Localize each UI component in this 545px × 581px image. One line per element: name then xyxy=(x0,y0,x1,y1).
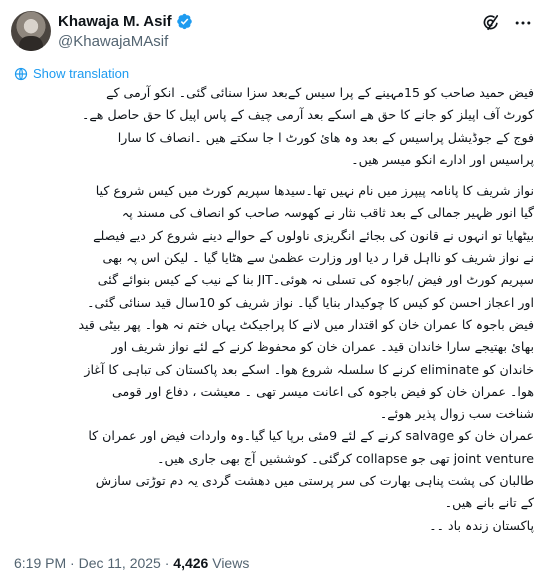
tweet-line: کورٹ آف اپیلز کو جانے کا حق ھے اسکے بعد آرمی چیف کے پاس اپیل کا حق حاصل ھے۔ xyxy=(82,107,534,123)
tweet-line: کے تانے بانے ھیں۔ xyxy=(444,495,534,511)
tweet-header xyxy=(0,0,545,54)
tweet-meta xyxy=(14,555,249,571)
tweet-date[interactable]: Dec 11, 2025 xyxy=(78,555,161,571)
tweet-line: نے نواز شریف کو نااہل قرا ر دیا اور وزارت عظمیٰ سے ھٹایا گیا ۔ لیکن اس پہ بھی xyxy=(102,250,534,266)
author-display-name[interactable]: Khawaja M. Asif xyxy=(58,12,172,30)
tweet-line: عمران خان کو salvage کرنے کے لئے 9مئی برپا کیا گیا۔وہ واردات فیض اور عمران کا xyxy=(88,428,534,444)
tweet-line: بھائ بھتیجے سارا خاندان قید۔ عمران خان کو محفوظ کرنے کے لئے نواز شریف اور xyxy=(111,339,534,355)
tweet-line: سپریم کورٹ اور فیض /باجوہ کی تسلی نہ ھوئی۔JIT بنا کے نیب کے کیس بنوائے گئی xyxy=(97,272,534,288)
author-handle[interactable]: @KhawajaMAsif xyxy=(58,33,169,50)
globe-icon xyxy=(14,66,28,80)
verified-badge-icon[interactable] xyxy=(176,13,193,30)
meta-separator: · xyxy=(70,555,75,571)
tweet-line: ھوا۔ عمران خان کو فیض باجوہ کی اعانت میسر تھی ۔ معیشت ، دفاع اور قومی xyxy=(111,383,534,399)
tweet-line: طالبان کی پشت پناہی بھارت کی سر پرستی میں دھشت گردی یہ دم توڑتی سازش xyxy=(95,473,534,489)
tweet-line: پراسیس اور ادارے انکو میسر ھیں۔ xyxy=(351,151,534,167)
views-count[interactable]: 4,426 xyxy=(173,555,209,571)
tweet-line: پاکستان زندہ باد ۔۔ xyxy=(429,517,534,533)
tweet-time[interactable]: 6:19 PM xyxy=(14,555,67,571)
author-names xyxy=(58,12,193,50)
tweet-paragraph xyxy=(12,425,534,536)
views-label: Views xyxy=(212,555,250,571)
tweet-paragraph xyxy=(12,82,534,171)
tweet-line: نواز شریف کا پانامہ پیپرز میں نام نہیں تھا۔سیدھا سپریم کورٹ میں کیس شروع کیا xyxy=(95,183,534,199)
avatar[interactable] xyxy=(11,11,51,51)
tweet-line: خاندان کو eliminate کرنے کا سلسلہ شروع ھوا۔ اسکے بعد پاکستان کی تباہی کا آغاز xyxy=(84,361,534,377)
tweet-line: گیا انور ظہیر جمالی کے بعد ثاقب نثار نے کھوسہ صاحب کو انصاف کی مسند پہ xyxy=(121,205,534,221)
tweet-line: joint venture تھی جو collapse کرگئی۔ کوششیں آج بھی جاری ھیں۔ xyxy=(157,450,534,466)
show-translation-label: Show translation xyxy=(33,65,130,81)
more-horizontal-icon[interactable] xyxy=(512,12,534,34)
tweet-text xyxy=(12,82,534,537)
tweet-line: فیض باجوہ کا عمران خان کو اقتدار میں لانے کا پراجیکٹ یہاں ختم نہ ھوا۔ پھر بیٹی قید xyxy=(78,316,534,332)
tweet-line: شناخت سب زوال پذیر ھوئے۔ xyxy=(379,406,534,422)
tweet-line: فیض حمید صاحب کو 15مہینے کے پرا سیس کےبعد سزا سنائی گئی۔ انکو آرمی کے xyxy=(106,85,534,100)
grok-icon[interactable] xyxy=(480,12,502,34)
tweet-line: بیٹھایا تو انہوں نے قانون کی بجائے انگریزی ناولوں کے حوالے دینے شروع کر دیے فیصلے xyxy=(93,227,534,243)
meta-separator: · xyxy=(164,555,170,571)
display-name-row xyxy=(58,12,193,30)
tweet-paragraph xyxy=(12,180,534,425)
show-translation-link[interactable] xyxy=(14,64,129,82)
tweet-line: فوج کے جوڈیشل پراسیس کے بعد وہ ھائ کورٹ ا جا سکتے ھیں ۔انصاف کا سارا xyxy=(117,129,534,145)
tweet-line: اور اعجاز احسن کو کیس کا چوکیدار بنایا گیا۔ نواز شریف کو 10سال قید سنائی گئی۔ xyxy=(87,294,534,310)
